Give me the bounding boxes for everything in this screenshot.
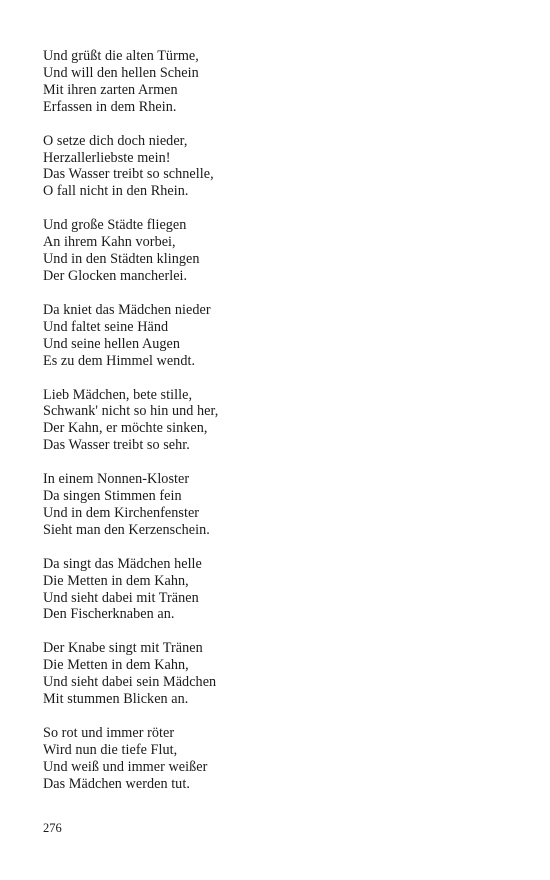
poem-line: Da singt das Mädchen helle (43, 555, 202, 572)
poem-line: Der Kahn, er möchte sinken, (43, 420, 208, 437)
poem-line: Den Fischerknaben an. (43, 606, 175, 623)
poem-line: O fall nicht in den Rhein. (43, 183, 189, 200)
poem-line: Der Glocken mancherlei. (43, 267, 188, 284)
poem-line: Erfassen in dem Rhein. (43, 98, 177, 115)
poem-line: Und grüßt die alten Türme, (43, 48, 199, 64)
poem-line: Und faltet seine Händ (43, 318, 169, 335)
poem-line: Und seine hellen Augen (43, 335, 181, 352)
poem-line: So rot und immer röter (43, 725, 175, 741)
poem-line: Und in den Städten klingen (43, 251, 200, 268)
poem-line: An ihrem Kahn vorbei, (43, 234, 176, 251)
poem-line: Und will den hellen Schein (43, 64, 199, 81)
poem-line: In einem Nonnen-Kloster (43, 471, 190, 488)
poem-line: Das Mädchen werden tut. (43, 775, 190, 792)
stanza (43, 556, 513, 624)
poem-line: Mit stummen Blicken an. (43, 691, 189, 708)
poem-line: Lieb Mädchen, bete stille, (43, 386, 193, 403)
poem-line: Das Wasser treibt so sehr. (43, 437, 190, 454)
stanza (43, 725, 513, 793)
poem-line: Sieht man den Kerzenschein. (43, 521, 210, 538)
stanza (43, 471, 513, 539)
poem-line: Und in dem Kirchenfenster (43, 504, 200, 521)
stanza (43, 48, 513, 116)
poem-line: Und sieht dabei mit Tränen (43, 589, 199, 606)
poem-line: Da singen Stimmen fein (43, 488, 182, 505)
poem-line: Die Metten in dem Kahn, (43, 657, 189, 674)
poem-line: O setze dich doch nieder, (43, 132, 188, 149)
poem-line: Herzallerliebste mein! (43, 149, 171, 166)
poem-line: Es zu dem Himmel wendt. (43, 352, 196, 369)
poem-line: Und große Städte fliegen (43, 217, 187, 234)
stanza (43, 302, 513, 370)
poem-line: Schwank' nicht so hin und her, (43, 403, 219, 420)
stanza (43, 217, 513, 285)
stanza (43, 640, 513, 708)
page-number: 276 (43, 821, 62, 835)
poem-line: Die Metten in dem Kahn, (43, 572, 189, 589)
stanza (43, 387, 513, 455)
poem-line: Da kniet das Mädchen nieder (43, 301, 211, 318)
poem-line: Mit ihren zarten Armen (43, 81, 178, 98)
poem-line: Der Knabe singt mit Tränen (43, 640, 203, 657)
poem-text (43, 48, 513, 810)
stanza (43, 133, 513, 201)
poem-line: Das Wasser treibt so schnelle, (43, 166, 214, 183)
poem-line: Und sieht dabei sein Mädchen (43, 674, 217, 691)
poem-line: Wird nun die tiefe Flut, (43, 741, 178, 758)
poem-line: Und weiß und immer weißer (43, 758, 208, 775)
